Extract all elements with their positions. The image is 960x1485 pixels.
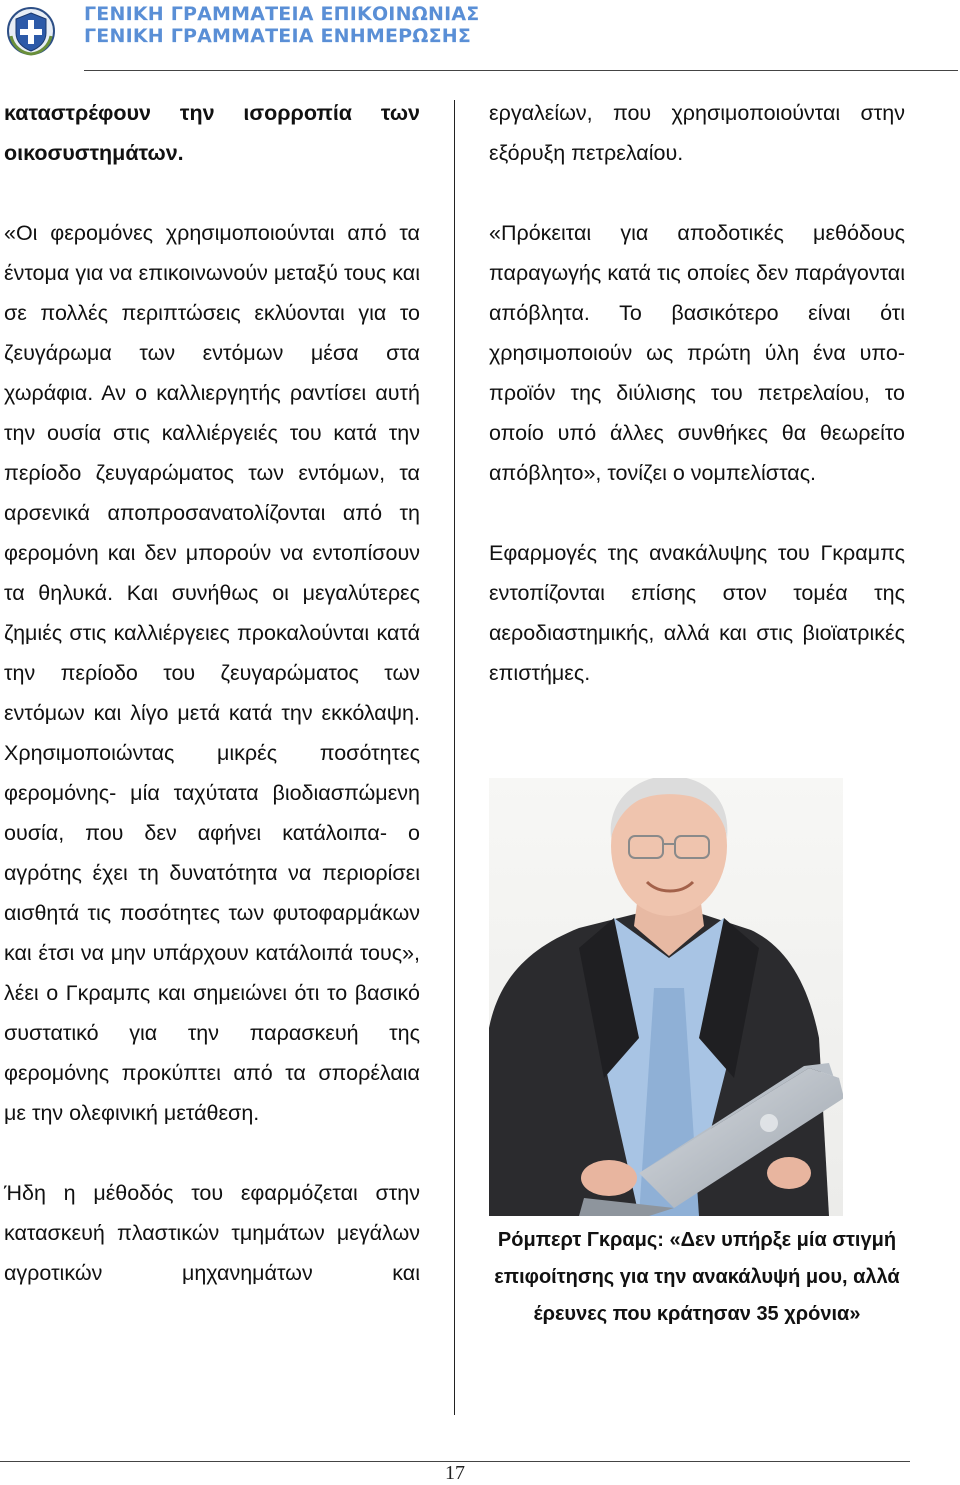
header-title-information: ΓΕΝΙΚΗ ΓΡΑΜΜΑΤΕΙΑ ΕΝΗΜΕΡΩΣΗΣ [84, 25, 472, 47]
left-column [4, 93, 420, 1333]
right-paragraph-3: Εφαρμογές της ανακάλυψης του Γκραμπς εντοπίζονται επίσης στον τομέα της αεροδιαστημικής, αλλά και στις βιοϊατρικές επιστήμες. [489, 541, 905, 685]
right-paragraph-2: «Πρόκειται για αποδοτικές μεθόδους παραγωγής κατά τις οποίες δεν παράγονται απόβλητα. Το βασικότερο είναι ότι χρησιμοποιούν ως πρώτη ύλη ένα υπο-προϊόν της διύλισης του πετρελαίου, το οποίο υπό άλλες συνθήκες θα θεωρείτο απόβλητο», τονίζει ο νομπελίστας. [489, 221, 905, 485]
page-number: 17 [445, 1462, 465, 1484]
left-paragraph-1: καταστρέφουν την ισορροπία των οικοσυστημάτων. [4, 101, 420, 165]
left-paragraph-2: «Οι φερομόνες χρησιμοποιούνται από τα έντομα για να επικοινωνούν μεταξύ τους και σε πολλές περιπτώσεις εκλύονται για το ζευγάρωμα των εντόμων μέσα στα χωράφια. Αν ο καλλιεργητής ραντίσει αυτή την ουσία στις καλλιέργειές του κατά την περίοδο ζευγαρώματος των εντόμων, τα αρσενικά αποπροσανατολίζονται από τη φερομόνη και δεν μπορούν να εντοπίσουν τα θηλυκά. Και συνήθως οι μεγαλύτερες ζημιές στις καλλιέργειες προκαλούνται κατά την περίοδο του ζευγαρώματος των εντόμων και λίγο μετά κατά την εκκόλαψη. Χρησιμοποιώντας μικρές ποσότητες φερομόνης- μία ταχύτατα βιοδιασπώμενη ουσία, που δεν αφήνει κατάλοιπα- ο αγρότης έχει τη δυνατότητα να περιορίσει αισθητά τις ποσότητες των φυτοφαρμάκων και έτσι να μην υπάρχουν κατάλοιπά τους», λέει ο Γκραμπς και σημειώνει ότι το βασικό συστατικό για την παρασκευή της φερομόνης προκύπτει από τα σπορέλαια με την ολεφινική μετάθεση. [4, 221, 420, 1125]
portrait-man-with-laptop-icon [489, 778, 843, 1216]
left-paragraph-3: Ήδη η μέθοδός του εφαρμόζεται στην κατασκευή πλαστικών τμημάτων μεγάλων αγροτικών μηχανημάτων και [4, 1181, 420, 1285]
header-title-communication: ΓΕΝΙΚΗ ΓΡΑΜΜΑΤΕΙΑ ΕΠΙΚΟΙΝΩΝΙΑΣ [84, 3, 480, 25]
column-divider [454, 100, 455, 1415]
right-column [489, 93, 905, 733]
greek-coat-of-arms-icon [6, 6, 56, 56]
photo-caption: Ρόμπερτ Γκραμς: «Δεν υπήρξε μία στιγμή επιφοίτησης για την ανακάλυψή μου, αλλά έρευνες που κράτησαν 35 χρόνια» [494, 1229, 900, 1325]
right-paragraph-1: εργαλείων, που χρησιμοποιούνται στην εξόρυξη πετρελαίου. [489, 101, 905, 165]
page-header [0, 0, 960, 80]
header-divider [84, 70, 958, 71]
